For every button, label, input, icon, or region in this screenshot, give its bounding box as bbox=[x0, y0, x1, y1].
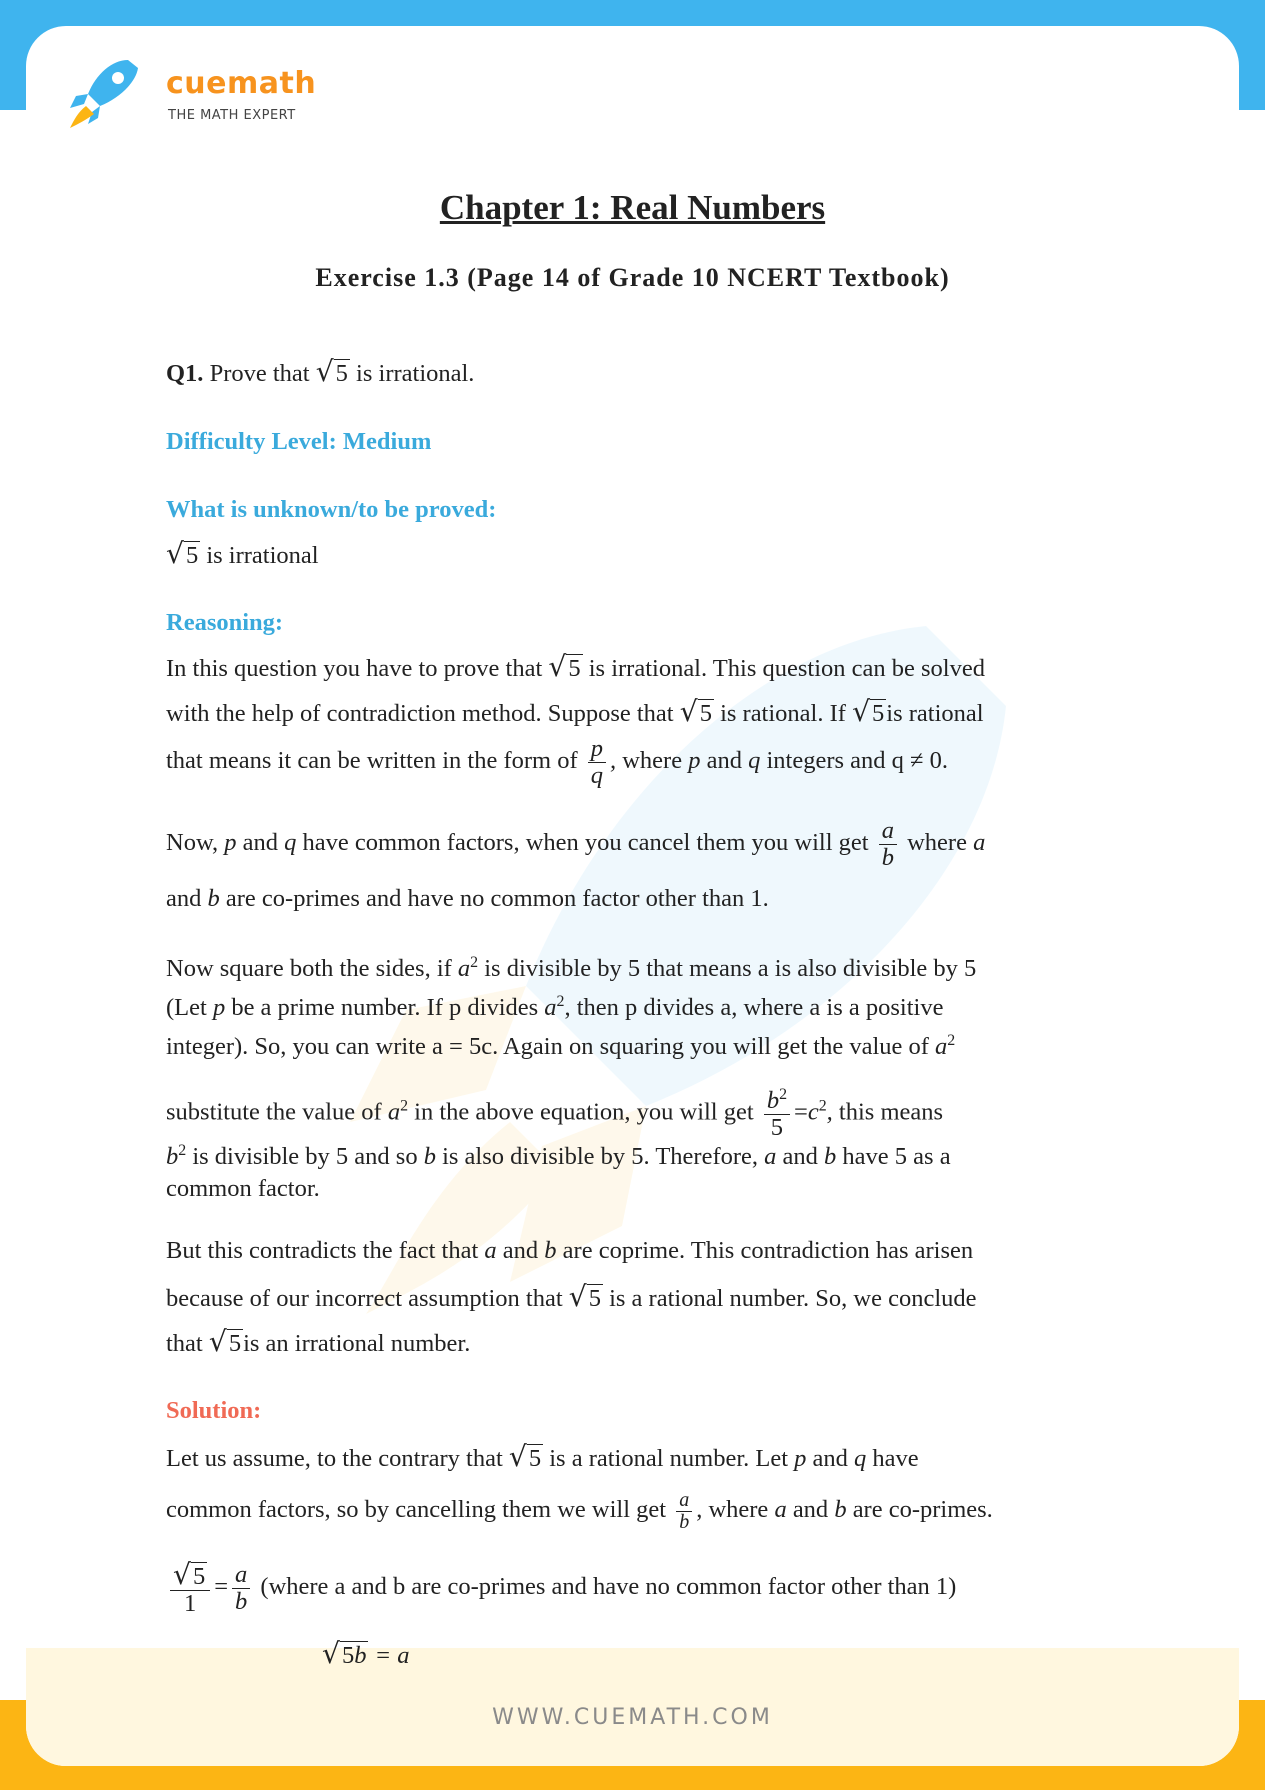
text: Now, bbox=[166, 828, 219, 856]
sqrt-expression: √5 bbox=[548, 650, 581, 683]
text: integers and bbox=[766, 746, 886, 774]
reasoning-line-4 bbox=[166, 818, 985, 870]
solution-heading: Solution: bbox=[166, 1397, 262, 1424]
equation-note: (where a and b are co-primes and have no common factor other than 1) bbox=[260, 1572, 957, 1600]
difficulty-heading: Difficulty Level: Medium bbox=[166, 428, 432, 455]
reasoning-line-10 bbox=[166, 1142, 951, 1171]
exponent: 2 bbox=[470, 954, 479, 971]
var-b: b bbox=[166, 1143, 179, 1171]
text: is a rational number. Let bbox=[549, 1445, 789, 1472]
fraction-b2-over-5 bbox=[764, 1087, 790, 1141]
radicand: 5 bbox=[588, 1285, 601, 1312]
cuemath-logo[interactable] bbox=[44, 36, 317, 123]
reasoning-line-2 bbox=[166, 695, 984, 728]
radicand: 5 bbox=[185, 542, 199, 569]
footer-url[interactable]: WWW.CUEMATH.COM bbox=[492, 1705, 773, 1730]
fraction-a-over-b bbox=[232, 1562, 250, 1614]
text: integer). So, you can write a = 5c. Again on squaring you will get the value of bbox=[166, 1033, 929, 1061]
text: In this question you have to prove that bbox=[166, 655, 543, 682]
var-q: q bbox=[748, 746, 761, 774]
equation-rhs: = a bbox=[374, 1642, 410, 1669]
text: and bbox=[792, 1496, 829, 1524]
var-b: b bbox=[354, 1642, 367, 1669]
question-text: is irrational. bbox=[356, 360, 475, 387]
radicand bbox=[340, 1641, 369, 1669]
text: where bbox=[907, 828, 967, 856]
solution-line-2 bbox=[166, 1490, 993, 1533]
var-b: b bbox=[824, 1143, 837, 1171]
text: and bbox=[502, 1237, 539, 1264]
exponent: 2 bbox=[178, 1142, 187, 1159]
radicand: 5 bbox=[228, 1330, 242, 1357]
text: and bbox=[782, 1143, 818, 1171]
text: because of our incorrect assumption that bbox=[166, 1285, 563, 1312]
comma: , bbox=[826, 1098, 833, 1126]
footer-bar bbox=[26, 1648, 1239, 1766]
text: common factors, so by cancelling them we will get bbox=[166, 1496, 667, 1524]
text: and bbox=[242, 828, 279, 856]
text: and bbox=[812, 1445, 848, 1472]
denominator: b bbox=[679, 1511, 690, 1533]
reasoning-line-12 bbox=[166, 1237, 973, 1265]
reasoning-line-8 bbox=[166, 1032, 955, 1061]
text: are coprime. This contradiction has arisen bbox=[562, 1237, 974, 1264]
radicand: 5 bbox=[568, 655, 581, 682]
text: have 5 as a bbox=[842, 1143, 951, 1171]
fraction-p-over-q bbox=[588, 736, 606, 788]
text: in the above equation, you will get bbox=[414, 1098, 754, 1126]
unknown-text: is irrational bbox=[206, 542, 319, 569]
var-p: p bbox=[212, 994, 226, 1022]
question-label: Q1. bbox=[166, 360, 204, 387]
sqrt-expression: √5 bbox=[173, 1558, 206, 1591]
exponent: 2 bbox=[556, 993, 565, 1010]
denominator: b bbox=[235, 1587, 248, 1615]
text: substitute the value of bbox=[166, 1098, 382, 1126]
sqrt-expression: √5 bbox=[315, 355, 348, 388]
text: is an irrational number. bbox=[243, 1330, 471, 1357]
reasoning-line-1 bbox=[166, 650, 985, 683]
text: is divisible by 5 that means a is also divisible by 5 bbox=[484, 955, 977, 983]
text: that means it can be written in the form of bbox=[166, 746, 578, 774]
text: (Let bbox=[166, 994, 207, 1022]
reasoning-line-13 bbox=[166, 1280, 977, 1313]
radicand: 5 bbox=[699, 700, 712, 727]
var-a: a bbox=[544, 994, 557, 1022]
reasoning-heading: Reasoning: bbox=[166, 609, 284, 636]
text: and bbox=[706, 746, 742, 774]
solution-equation-2 bbox=[322, 1637, 410, 1670]
exponent: 2 bbox=[779, 1086, 788, 1103]
var-a: a bbox=[973, 828, 986, 856]
comma: , bbox=[609, 746, 617, 774]
fraction-sqrt5-over-1 bbox=[170, 1560, 210, 1616]
text: be a prime number. If p divides bbox=[231, 994, 539, 1022]
text: is irrational. This question can be solved bbox=[588, 655, 985, 682]
unknown-line bbox=[166, 537, 319, 570]
text: that bbox=[166, 1330, 203, 1357]
sqrt-expression: √5 bbox=[852, 695, 885, 728]
q-not-zero: q ≠ 0. bbox=[891, 746, 948, 774]
sqrt-expression: √5 bbox=[679, 695, 712, 728]
numerator: a bbox=[676, 1490, 692, 1512]
text: this means bbox=[838, 1098, 944, 1126]
var-b: b bbox=[544, 1237, 557, 1264]
radicand: 5 bbox=[872, 700, 885, 727]
text: is a rational number. So, we conclude bbox=[609, 1285, 977, 1312]
fraction-a-over-b bbox=[676, 1490, 692, 1533]
var-a: a bbox=[935, 1033, 948, 1061]
text: where bbox=[622, 746, 683, 774]
solution-equation-1 bbox=[166, 1560, 956, 1616]
text: is divisible by 5 and so bbox=[192, 1143, 418, 1171]
text: is rational. If bbox=[720, 700, 846, 727]
question-text: Prove that bbox=[209, 360, 310, 387]
reasoning-line-5 bbox=[166, 885, 769, 913]
text: is rational bbox=[886, 700, 984, 727]
var-q: q bbox=[284, 828, 297, 856]
var-a: a bbox=[774, 1496, 787, 1524]
numerator-var: b bbox=[766, 1087, 780, 1115]
text: Let us assume, to the contrary that bbox=[166, 1445, 503, 1472]
var-q: q bbox=[854, 1445, 867, 1472]
comma: , bbox=[564, 994, 571, 1022]
sqrt-expression: √5b bbox=[322, 1637, 367, 1670]
denominator: 1 bbox=[183, 1589, 197, 1617]
var-b: b bbox=[423, 1143, 436, 1171]
denominator: b bbox=[881, 843, 894, 871]
var-p: p bbox=[688, 746, 701, 774]
text: then p divides a, where a is a positive bbox=[576, 994, 944, 1022]
reasoning-line-7 bbox=[166, 993, 943, 1022]
var-c: c bbox=[807, 1098, 819, 1126]
reasoning-line-11: common factor. bbox=[166, 1175, 320, 1202]
comma: , bbox=[696, 1496, 703, 1524]
radicand: 5 bbox=[528, 1445, 542, 1472]
numerator: a bbox=[232, 1562, 250, 1589]
var-b: b bbox=[207, 885, 220, 912]
var-b: b bbox=[834, 1496, 847, 1524]
var-p: p bbox=[224, 828, 237, 856]
denominator: 5 bbox=[770, 1113, 784, 1141]
text: have bbox=[872, 1445, 919, 1472]
text: is also divisible by 5. Therefore, bbox=[442, 1143, 759, 1171]
unknown-heading: What is unknown/to be proved: bbox=[166, 496, 497, 523]
var-a: a bbox=[484, 1237, 497, 1264]
equals-sign: = bbox=[794, 1098, 808, 1126]
reasoning-line-6 bbox=[166, 954, 976, 983]
brand-name: cuemath bbox=[166, 66, 317, 101]
reasoning-line-3 bbox=[166, 736, 948, 788]
reasoning-line-14 bbox=[166, 1325, 470, 1358]
exponent: 2 bbox=[400, 1097, 409, 1115]
text: have common factors, when you cancel them you will get bbox=[302, 828, 869, 856]
var-a: a bbox=[387, 1098, 401, 1126]
solution-line-1 bbox=[166, 1440, 919, 1473]
exercise-subtitle: Exercise 1.3 (Page 14 of Grade 10 NCERT Textbook) bbox=[315, 263, 950, 292]
brand-tagline: THE MATH EXPERT bbox=[168, 108, 296, 123]
text: are co-primes. bbox=[852, 1496, 993, 1524]
sqrt-expression: √5 bbox=[568, 1280, 601, 1313]
sqrt-expression: √5 bbox=[166, 537, 199, 570]
equals-sign: = bbox=[214, 1572, 229, 1600]
text: Now square both the sides, if bbox=[166, 955, 452, 983]
numerator: p bbox=[588, 736, 606, 763]
chapter-title: Chapter 1: Real Numbers bbox=[439, 188, 826, 227]
text: where bbox=[708, 1496, 769, 1524]
digit: 5 bbox=[341, 1642, 355, 1669]
radicand: 5 bbox=[335, 360, 348, 387]
var-a: a bbox=[764, 1143, 777, 1171]
sqrt-expression: √5 bbox=[508, 1440, 542, 1473]
fraction-a-over-b bbox=[879, 818, 897, 870]
text: are co-primes and have no common factor other than 1. bbox=[225, 885, 769, 912]
denominator: q bbox=[590, 761, 603, 789]
reasoning-line-9 bbox=[166, 1087, 943, 1141]
var-p: p bbox=[794, 1445, 807, 1472]
sqrt-expression: √5 bbox=[208, 1325, 242, 1358]
text: and bbox=[166, 885, 202, 912]
exponent: 2 bbox=[947, 1032, 956, 1049]
radicand: 5 bbox=[192, 1563, 206, 1590]
numerator: a bbox=[879, 818, 897, 845]
text: with the help of contradiction method. Suppose that bbox=[166, 700, 674, 727]
exponent: 2 bbox=[818, 1097, 827, 1115]
text: But this contradicts the fact that bbox=[166, 1237, 479, 1264]
question-line bbox=[166, 355, 474, 388]
rocket-icon bbox=[66, 54, 146, 134]
var-a: a bbox=[457, 955, 471, 983]
